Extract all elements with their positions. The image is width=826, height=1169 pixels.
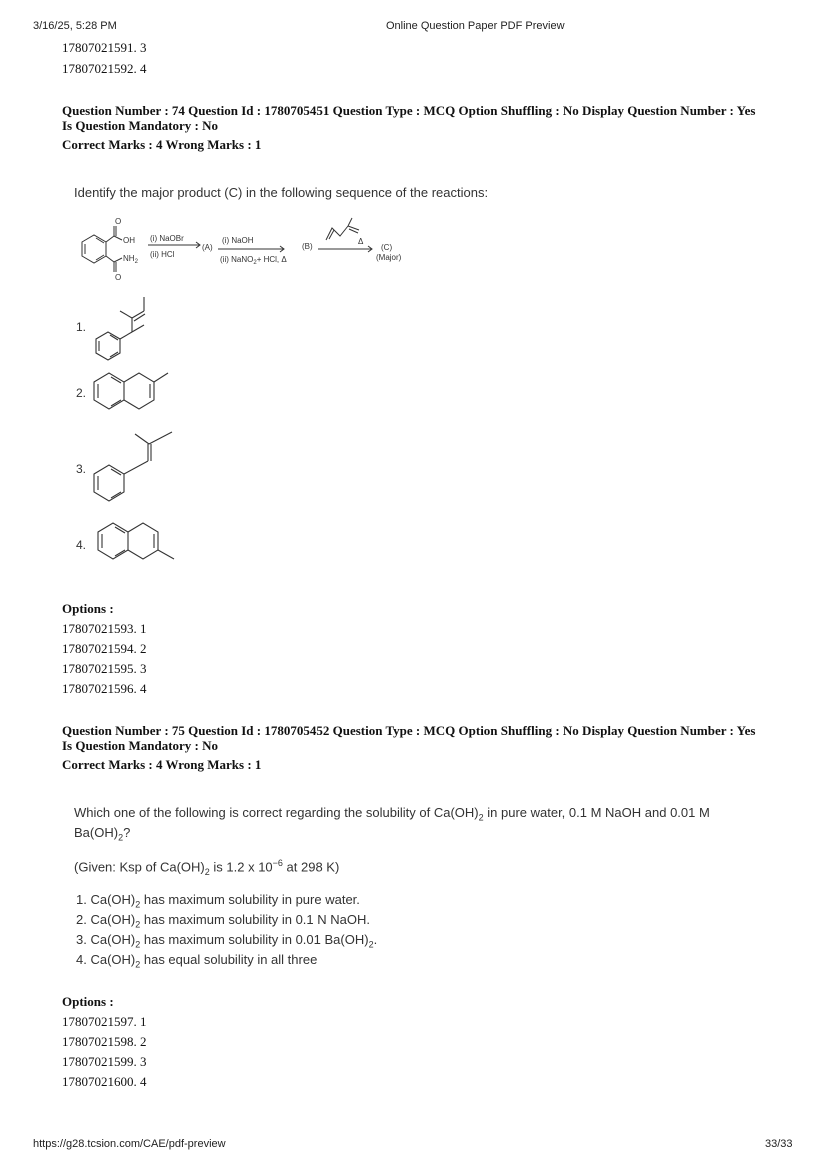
reaction-step1-reagent-2: (ii) HCl xyxy=(150,250,175,259)
q74-choice-2-label: 2. xyxy=(76,386,87,400)
reaction-step2-reagent-1: (i) NaOH xyxy=(222,236,254,245)
q75-mandatory: Is Question Mandatory : No xyxy=(62,738,219,753)
q75-option-4: 17807021600. 4 xyxy=(62,1074,147,1089)
q74-choice-4-label: 4. xyxy=(76,538,87,552)
q74-choice-1-structure xyxy=(88,293,168,363)
prev-option-3: 17807021591. 3 xyxy=(62,40,147,55)
q74-marks: Correct Marks : 4 Wrong Marks : 1 xyxy=(62,137,262,152)
q74-option-1: 17807021593. 1 xyxy=(62,621,147,636)
q74-question-text: Identify the major product (C) in the following sequence of the reactions: xyxy=(74,185,489,200)
q74-options-title: Options : xyxy=(62,601,114,616)
q74-choice-4-structure xyxy=(92,516,202,576)
reaction-o-bottom: O xyxy=(115,273,122,282)
reaction-oh-label: OH xyxy=(123,236,135,245)
reaction-intermediate-a: (A) xyxy=(202,243,213,252)
q74-meta-line: Question Number : 74 Question Id : 1780705451 Question Type : MCQ Option Shuffling : No Display Question Number : Yes xyxy=(62,103,756,118)
q75-option-2: 17807021598. 2 xyxy=(62,1034,147,1049)
q74-option-4: 17807021596. 4 xyxy=(62,681,147,696)
footer-url[interactable]: https://g28.tcsion.com/CAE/pdf-preview xyxy=(33,1138,226,1150)
page-number: 33/33 xyxy=(765,1138,793,1150)
q75-meta-line: Question Number : 75 Question Id : 1780705452 Question Type : MCQ Option Shuffling : No Display Question Number : Yes xyxy=(62,723,756,738)
q75-choice-4: 4. $Ca(OH)_2$ has equal solubility in all three xyxy=(76,952,318,970)
page-header-title: Online Question Paper PDF Preview xyxy=(386,20,565,32)
q74-mandatory: Is Question Mandatory : No xyxy=(62,118,219,133)
reaction-product-c: (C) xyxy=(381,243,393,252)
q75-marks: Correct Marks : 4 Wrong Marks : 1 xyxy=(62,757,262,772)
q74-option-3: 17807021595. 3 xyxy=(62,661,147,676)
q75-option-3: 17807021599. 3 xyxy=(62,1054,147,1069)
q75-choice-1: 1. $Ca(OH)_2$ has maximum solubility in pure water. xyxy=(76,892,360,910)
q75-option-1: 17807021597. 1 xyxy=(62,1014,147,1029)
q74-choice-3-label: 3. xyxy=(76,462,87,476)
reaction-step1-reagent-1: (i) NaOBr xyxy=(150,234,184,243)
reaction-major-label: (Major) xyxy=(376,253,402,262)
print-datetime: 3/16/25, 5:28 PM xyxy=(33,20,117,32)
q74-option-2: 17807021594. 2 xyxy=(62,641,147,656)
q75-given: (Given: Ksp of $Ca(OH)_2$ is 1.2 x $10^{-6}$ at 298 K) xyxy=(74,858,340,877)
prev-option-4: 17807021592. 4 xyxy=(62,61,147,76)
q75-choice-3: 3. $Ca(OH)_2$ has maximum solubility in 0.01 $Ba(OH)_2$. xyxy=(76,932,378,950)
q74-choice-3-structure xyxy=(88,428,188,508)
reaction-step2-reagent-2: (ii) NaNO$_2$+ HCl, Δ xyxy=(220,255,287,266)
reaction-o-top: O xyxy=(115,217,122,226)
reaction-intermediate-b: (B) xyxy=(302,242,313,251)
q74-choice-2-structure xyxy=(88,366,198,422)
q74-choice-1-label: 1. xyxy=(76,320,87,334)
reaction-nh2-label: $NH_2$ xyxy=(123,254,138,265)
q75-question-line2: $Ba(OH)_2$? xyxy=(74,825,131,843)
q74-reaction-scheme xyxy=(70,212,420,292)
q75-choice-2: 2. $Ca(OH)_2$ has maximum solubility in 0.1 N NaOH. xyxy=(76,912,370,930)
q75-options-title: Options : xyxy=(62,994,114,1009)
reaction-heat-symbol: Δ xyxy=(358,237,364,246)
q75-question-line1: Which one of the following is correct regarding the solubility of $Ca(OH)_2$ in pure water, 0.1 M NaOH and 0.01 M xyxy=(74,805,710,823)
